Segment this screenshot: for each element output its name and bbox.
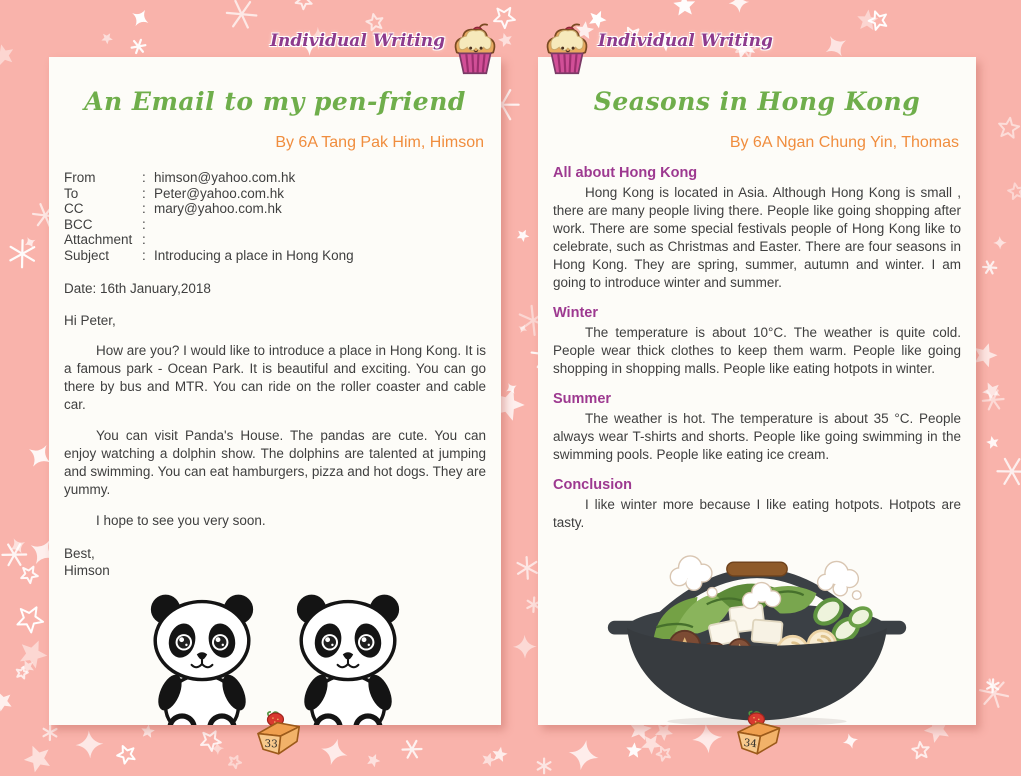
section-heading: Conclusion	[553, 477, 632, 493]
email-paragraph: How are you? I would like to introduce a place in Hong Kong. It is a famous park - Ocean Park. It is beautiful and exciting. You can go there by bus and MTR. You can ride on the roller coaster and cable car.	[64, 343, 486, 412]
star-decoration	[226, 754, 242, 770]
tagline-individual-writing-right: Individual Writing	[598, 31, 773, 51]
panda-illustration	[137, 585, 267, 725]
cake-slice-page-number-icon	[730, 707, 786, 759]
star-decoration	[910, 740, 933, 763]
email-field-attachment	[64, 232, 486, 248]
email-paragraph: I hope to see you very soon.	[96, 513, 266, 528]
star-decoration	[0, 44, 13, 66]
email-field-label: Attachment	[64, 232, 133, 247]
star-decoration	[15, 635, 51, 671]
panda-illustration-pair	[64, 585, 486, 725]
email-header-block	[64, 170, 486, 263]
email-field-bcc	[64, 217, 486, 233]
section-body: I like winter more because I like eating hotpots. Hotpots are tasty.	[553, 497, 961, 530]
section-heading: Summer	[553, 391, 612, 407]
cupcake-icon	[541, 21, 593, 77]
email-field-from	[64, 170, 486, 186]
star-decoration	[366, 753, 382, 768]
email-field-label: BCC	[64, 216, 93, 232]
email-date-line: Date: 16th January,2018	[64, 281, 211, 296]
section-winter	[553, 305, 961, 378]
author-byline: By 6A Ngan Chung Yin, Thomas	[729, 134, 959, 151]
section-body: The temperature is about 10°C. The weather is quite cold. People wear thick clothes to keep them warm. People like going shopping in shopping malls. People like eating hotpots in winter.	[553, 325, 961, 376]
star-decoration	[224, 0, 260, 33]
section-all-about-hong-kong	[553, 165, 961, 292]
star-decoration	[18, 563, 40, 585]
star-decoration	[671, 0, 697, 19]
star-decoration	[366, 13, 383, 31]
star-decoration	[130, 38, 146, 55]
email-field-subject	[64, 248, 486, 264]
email-field-colon: :	[142, 170, 146, 185]
page-number: 34	[743, 736, 758, 751]
section-heading: Winter	[553, 305, 598, 321]
star-decoration	[116, 745, 137, 765]
section-heading: All about Hong Kong	[553, 165, 698, 181]
star-decoration	[566, 737, 602, 773]
closing-word: Best,	[64, 546, 95, 561]
star-decoration	[513, 635, 537, 659]
star-decoration	[998, 116, 1021, 138]
star-decoration	[23, 744, 51, 773]
star-decoration	[538, 759, 551, 774]
star-decoration	[516, 229, 530, 242]
email-closing	[64, 545, 486, 579]
cupcake-icon	[449, 21, 501, 77]
email-field-label: CC	[64, 201, 84, 216]
email-field-label: From	[64, 170, 96, 185]
right-page	[538, 57, 976, 725]
star-decoration	[985, 435, 1000, 449]
star-decoration	[867, 9, 892, 34]
star-decoration	[43, 725, 56, 740]
email-field-label: To	[64, 185, 79, 201]
star-decoration	[295, 0, 312, 10]
author-byline: By 6A Tang Pak Him, Himson	[275, 134, 484, 151]
email-field-to	[64, 186, 486, 202]
star-decoration	[852, 7, 881, 36]
email-field-value: himson@yahoo.com.hk	[154, 170, 296, 185]
star-decoration	[1007, 182, 1021, 200]
email-field-value: Peter@yahoo.com.hk	[154, 185, 285, 201]
star-decoration	[975, 343, 998, 367]
email-field-colon: :	[142, 201, 146, 216]
star-decoration	[994, 453, 1021, 490]
left-page	[49, 57, 501, 725]
section-body: Hong Kong is located in Asia. Although Hong Kong is small , there are many people living there. People like going shopping after work. There are some special festivals people of Hong Kong like to celebrate, such as Christmas and Easter. There are four seasons in Hong Kong. They are spring, summer, autumn and winter. I am going to introduce winter and summer.	[553, 185, 961, 290]
star-decoration	[127, 5, 153, 31]
star-decoration	[728, 0, 750, 14]
star-decoration	[16, 607, 44, 634]
section-body: The weather is hot. The temperature is about 35 °C. People always wear T-shirts and shorts. People like going swimming in the swimming pools. People like eating ice cream.	[553, 411, 961, 462]
star-decoration	[318, 735, 351, 768]
tagline-individual-writing-left: Individual Writing	[270, 31, 445, 51]
email-paragraph: You can visit Panda's House. The pandas are cute. You can enjoy watching a dolphin show. The dolphins are talented at jumping and swimming. You can eat hamburgers, pizza and hot dogs. They are yummy.	[64, 428, 486, 497]
section-summer	[553, 391, 961, 464]
star-decoration	[0, 691, 12, 712]
email-field-value: mary@yahoo.com.hk	[154, 201, 282, 216]
star-decoration	[489, 745, 510, 766]
panda-illustration	[283, 585, 413, 725]
email-field-value: Introducing a place in Hong Kong	[154, 247, 354, 263]
star-decoration	[691, 722, 724, 755]
email-field-colon: :	[142, 216, 146, 232]
closing-signature: Himson	[64, 563, 110, 578]
star-decoration	[5, 237, 40, 271]
email-field-colon: :	[142, 232, 146, 247]
star-decoration	[99, 31, 113, 46]
page-number: 33	[264, 737, 278, 751]
email-field-colon: :	[142, 247, 146, 263]
star-decoration	[140, 723, 155, 738]
hotpot-illustration	[606, 540, 908, 725]
star-decoration	[22, 234, 38, 250]
star-decoration	[75, 730, 104, 759]
hotpot-illustration-wrap	[553, 540, 961, 725]
page-title: Seasons in Hong Kong	[593, 87, 921, 116]
cake-slice-page-number-icon	[248, 705, 307, 761]
star-decoration	[402, 741, 422, 758]
star-decoration	[993, 236, 1007, 250]
section-conclusion	[553, 477, 961, 532]
email-greeting: Hi Peter,	[64, 313, 116, 328]
email-field-colon: :	[142, 185, 146, 201]
star-decoration	[982, 259, 998, 276]
star-decoration	[622, 740, 644, 762]
star-decoration	[841, 731, 860, 750]
email-field-label: Subject	[64, 247, 110, 263]
page-title: An Email to my pen-friend	[84, 87, 466, 116]
email-field-cc	[64, 201, 486, 217]
